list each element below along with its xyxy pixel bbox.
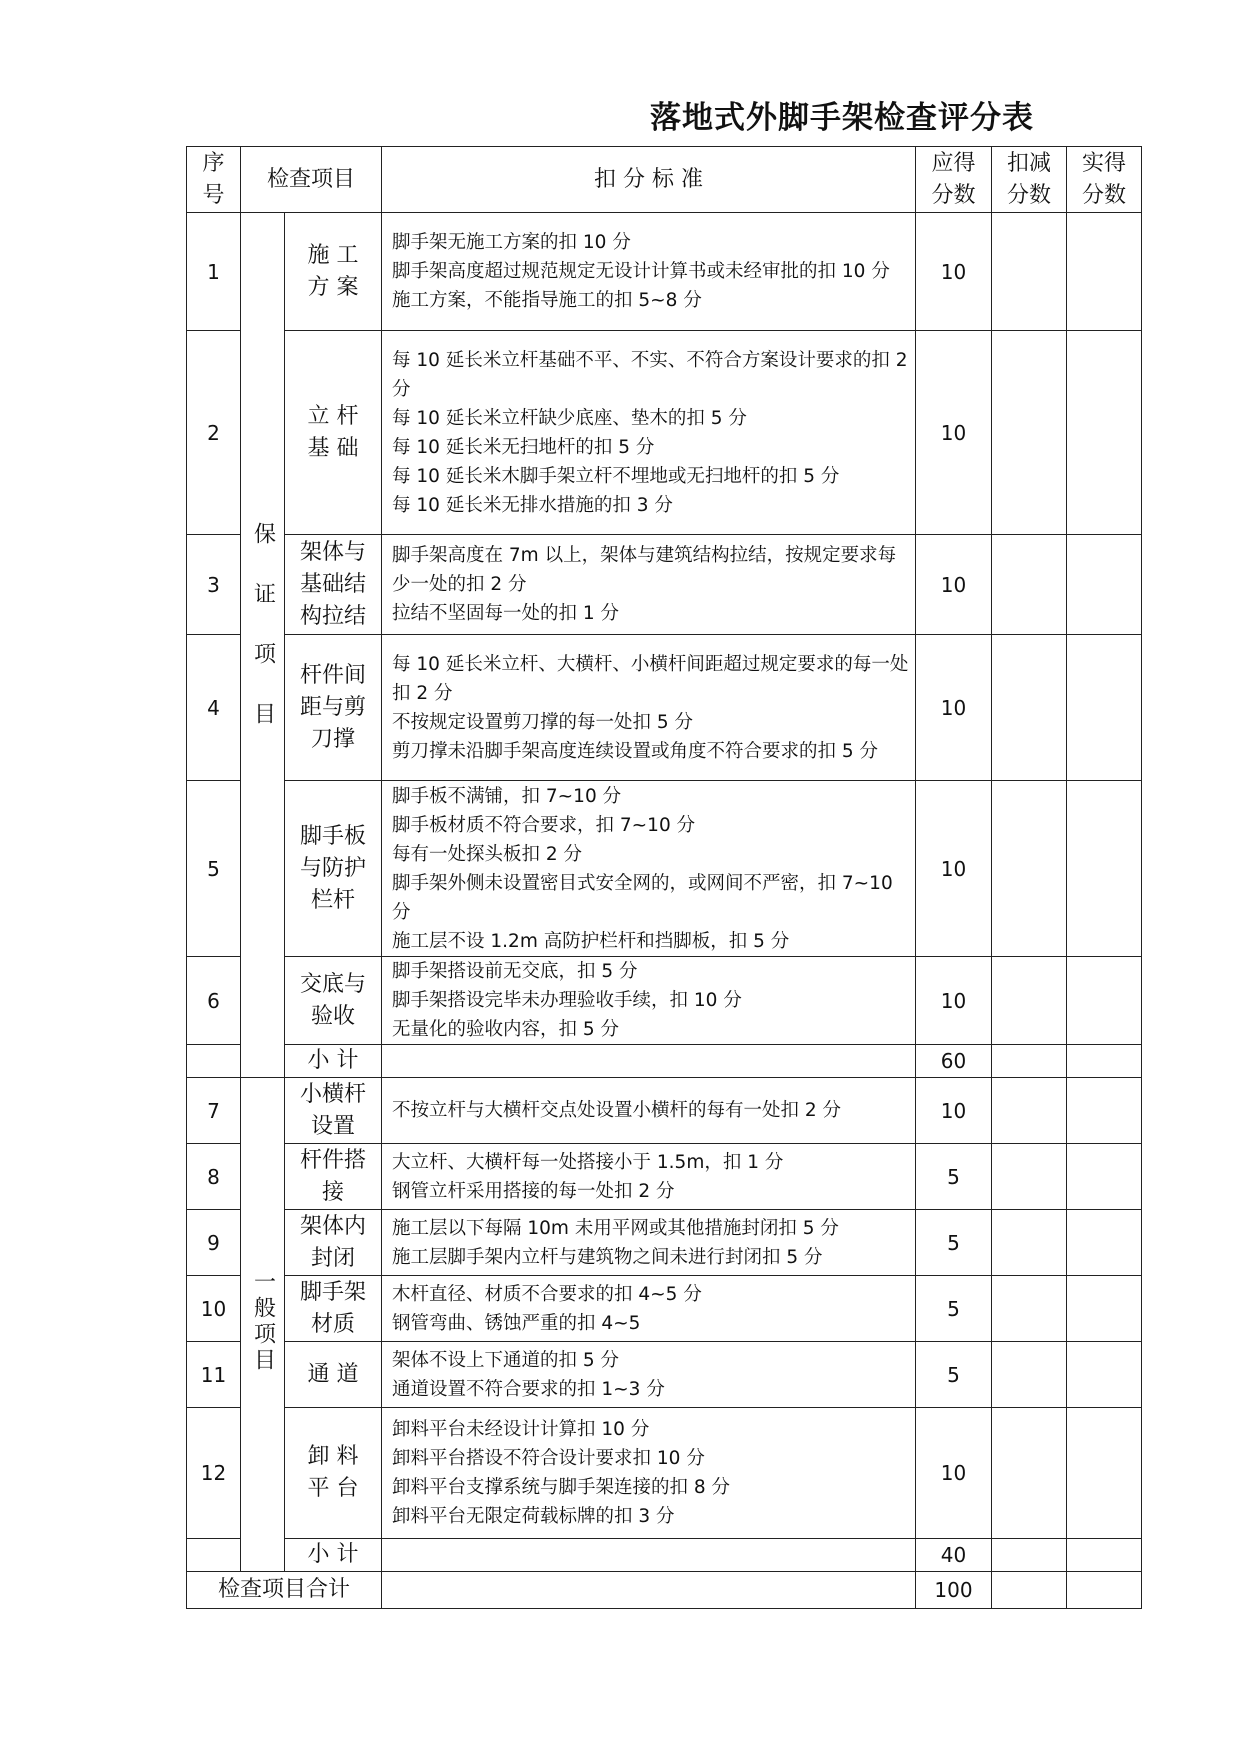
criteria-line: 木杆直径、材质不合要求的扣 4~5 分: [392, 1283, 702, 1305]
due-score: 5: [916, 1342, 992, 1408]
actual-score-cell: [1067, 535, 1142, 635]
actual-score-cell: [1067, 1144, 1142, 1210]
criteria-line: 剪刀撑未沿脚手架高度连续设置或角度不符合要求的扣 5 分: [392, 740, 879, 762]
deduct-score-cell: [992, 1342, 1067, 1408]
total-criteria-cell: [382, 1572, 916, 1609]
item-name-line: 基础结: [300, 571, 367, 597]
header-deduct-score: [992, 147, 1067, 213]
deduct-score-cell: [992, 331, 1067, 535]
subtotal-criteria-cell: [382, 1045, 916, 1078]
item-name: [285, 1078, 382, 1144]
row-number: 3: [187, 535, 241, 635]
item-name: [285, 331, 382, 535]
item-name: [285, 781, 382, 957]
table-row: [187, 1078, 1142, 1144]
item-name-line: 设置: [311, 1113, 356, 1139]
item-name-line: 构拉结: [300, 603, 367, 629]
item-name-line: 杆件搭: [300, 1147, 367, 1173]
subtotal-label: 小 计: [285, 1045, 382, 1078]
deduct-score-cell: [992, 957, 1067, 1045]
actual-score-cell: [1067, 331, 1142, 535]
item-name-line: 脚手板: [300, 823, 367, 849]
actual-score-cell: [1067, 635, 1142, 781]
category-general: [241, 1078, 285, 1572]
criteria-line: 脚手架高度超过规范规定无设计计算书或未经审批的扣 10 分: [392, 261, 890, 282]
inspection-score-table: [186, 146, 1142, 1609]
criteria-line: 脚手板不满铺，扣 7~10 分: [392, 785, 622, 807]
criteria-line: 脚手架外侧未设置密目式安全网的，或网间不严密，扣 7~10 分: [392, 872, 893, 923]
table-row: [187, 1276, 1142, 1342]
criteria-line: 无量化的验收内容，扣 5 分: [392, 1019, 620, 1040]
category-guarantee-text: 保证项目: [250, 522, 276, 762]
criteria-line: 脚手架高度在 7m 以上，架体与建筑结构拉结，按规定要求每少一处的扣 2 分: [392, 545, 897, 595]
deduction-criteria: [382, 1210, 916, 1276]
table-row: [187, 781, 1142, 957]
item-name-line: 架体与: [300, 539, 367, 565]
item-name-line: 验收: [311, 1003, 356, 1029]
item-name-line: 通 道: [307, 1361, 359, 1387]
actual-score-cell: [1067, 1276, 1142, 1342]
deduct-score-cell: [992, 213, 1067, 331]
table-row: [187, 957, 1142, 1045]
criteria-line: 施工层脚手架内立杆与建筑物之间未进行封闭扣 5 分: [392, 1246, 823, 1268]
row-number: 9: [187, 1210, 241, 1276]
deduct-score-cell: [992, 1078, 1067, 1144]
criteria-line: 每 10 延长米无排水措施的扣 3 分: [392, 494, 673, 516]
actual-score-cell: [1067, 213, 1142, 331]
criteria-line: 架体不设上下通道的扣 5 分: [392, 1349, 620, 1371]
item-name-line: 材质: [311, 1311, 356, 1337]
deduction-criteria: [382, 1408, 916, 1539]
deduction-criteria: [382, 1276, 916, 1342]
deduction-criteria: [382, 331, 916, 535]
actual-score-cell: [1067, 1342, 1142, 1408]
subtotal-score: 60: [916, 1045, 992, 1078]
due-score: 10: [916, 1078, 992, 1144]
criteria-line: 每 10 延长米木脚手架立杆不埋地或无扫地杆的扣 5 分: [392, 465, 840, 487]
deduction-criteria: [382, 781, 916, 957]
subtotal-label: 小 计: [285, 1539, 382, 1572]
due-score: 5: [916, 1144, 992, 1210]
category-general-text: 一般项目: [250, 1269, 276, 1374]
subtotal-number-cell: [187, 1045, 241, 1078]
item-name-line: 交底与: [300, 971, 367, 997]
actual-score-cell: [1067, 1078, 1142, 1144]
row-number: 11: [187, 1342, 241, 1408]
item-name: [285, 635, 382, 781]
table-row: [187, 1342, 1142, 1408]
item-name-line: 脚手架: [300, 1279, 367, 1305]
item-name-line: 小横杆: [300, 1081, 367, 1107]
due-score: 10: [916, 957, 992, 1045]
table-row: [187, 1210, 1142, 1276]
deduction-criteria: [382, 1342, 916, 1408]
item-name-line: 平 台: [307, 1476, 359, 1501]
deduction-criteria: [382, 957, 916, 1045]
item-name-line: 杆件间: [300, 662, 367, 688]
criteria-line: 施工层不设 1.2m 高防护栏杆和挡脚板，扣 5 分: [392, 930, 790, 952]
header-criteria: 扣 分 标 准: [382, 147, 916, 213]
due-score: 5: [916, 1210, 992, 1276]
total-label: 检查项目合计: [187, 1572, 382, 1609]
subtotal-number-cell: [187, 1539, 241, 1572]
table-row: [187, 331, 1142, 535]
row-number: 2: [187, 331, 241, 535]
header-row: [187, 147, 1142, 213]
criteria-line: 施工方案，不能指导施工的扣 5~8 分: [392, 290, 702, 311]
criteria-line: 每 10 延长米无扫地杆的扣 5 分: [392, 436, 655, 458]
deduct-score-cell: [992, 1408, 1067, 1539]
header-due-score: [916, 147, 992, 213]
total-row: [187, 1572, 1142, 1609]
item-name-line: 立 杆: [307, 403, 359, 429]
criteria-line: 每 10 延长米立杆缺少底座、垫木的扣 5 分: [392, 407, 747, 429]
actual-score-cell: [1067, 781, 1142, 957]
total-score: 100: [916, 1572, 992, 1609]
deduction-criteria: [382, 535, 916, 635]
deduct-score-cell: [992, 635, 1067, 781]
header-item: 检查项目: [241, 147, 382, 213]
item-name: [285, 1210, 382, 1276]
item-name: [285, 1144, 382, 1210]
deduct-score-cell: [992, 535, 1067, 635]
actual-score-cell: [1067, 1210, 1142, 1276]
row-number: 5: [187, 781, 241, 957]
row-number: 6: [187, 957, 241, 1045]
criteria-line: 每有一处探头板扣 2 分: [392, 843, 583, 865]
deduction-criteria: [382, 1078, 916, 1144]
actual-score-cell: [1067, 1572, 1142, 1609]
subtotal-row-guarantee: [187, 1045, 1142, 1078]
item-name: [285, 1408, 382, 1539]
item-name-line: 刀撑: [311, 726, 356, 752]
criteria-line: 脚手架无施工方案的扣 10 分: [392, 232, 631, 253]
table-row: [187, 535, 1142, 635]
item-name: [285, 1276, 382, 1342]
actual-score-cell: [1067, 957, 1142, 1045]
header-deduct-text: 扣减分数: [1007, 150, 1052, 208]
due-score: 10: [916, 635, 992, 781]
deduction-criteria: [382, 1144, 916, 1210]
criteria-line: 脚手架搭设完毕未办理验收手续，扣 10 分: [392, 990, 742, 1011]
header-due-text: 应得分数: [931, 150, 976, 208]
criteria-line: 施工层以下每隔 10m 未用平网或其他措施封闭扣 5 分: [392, 1217, 839, 1239]
table-row: [187, 1408, 1142, 1539]
table-row: [187, 1144, 1142, 1210]
row-number: 10: [187, 1276, 241, 1342]
criteria-line: 大立杆、大横杆每一处搭接小于 1.5m，扣 1 分: [392, 1151, 784, 1173]
due-score: 10: [916, 535, 992, 635]
deduct-score-cell: [992, 1144, 1067, 1210]
item-name-line: 卸 料: [307, 1444, 359, 1469]
deduct-score-cell: [992, 781, 1067, 957]
criteria-line: 每 10 延长米立杆基础不平、不实、不符合方案设计要求的扣 2 分: [392, 349, 908, 400]
criteria-line: 钢管立杆采用搭接的每一处扣 2 分: [392, 1180, 675, 1202]
item-name-line: 施 工: [307, 242, 359, 268]
criteria-line: 卸料平台搭设不符合设计要求扣 10 分: [392, 1448, 705, 1469]
deduct-score-cell: [992, 1539, 1067, 1572]
actual-score-cell: [1067, 1408, 1142, 1539]
deduct-score-cell: [992, 1276, 1067, 1342]
item-name-line: 方 案: [307, 274, 359, 300]
subtotal-row-general: [187, 1539, 1142, 1572]
row-number: 8: [187, 1144, 241, 1210]
item-name-line: 距与剪: [300, 694, 367, 720]
item-name-line: 基 础: [307, 435, 359, 461]
criteria-line: 卸料平台支撑系统与脚手架连接的扣 8 分: [392, 1477, 731, 1498]
actual-score-cell: [1067, 1539, 1142, 1572]
criteria-line: 拉结不坚固每一处的扣 1 分: [392, 603, 620, 624]
document-title: 落地式外脚手架检查评分表: [650, 100, 1034, 136]
deduct-score-cell: [992, 1210, 1067, 1276]
item-name-line: 与防护: [300, 855, 367, 881]
header-actual-score: [1067, 147, 1142, 213]
item-name-line: 封闭: [311, 1245, 356, 1271]
table-row: [187, 213, 1142, 331]
due-score: 10: [916, 213, 992, 331]
criteria-line: 钢管弯曲、锈蚀严重的扣 4~5: [392, 1312, 641, 1334]
criteria-line: 不按立杆与大横杆交点处设置小横杆的每有一处扣 2 分: [392, 1100, 842, 1121]
item-name: [285, 1342, 382, 1408]
row-number: 12: [187, 1408, 241, 1539]
due-score: 10: [916, 781, 992, 957]
item-name: [285, 535, 382, 635]
row-number: 1: [187, 213, 241, 331]
header-seq-text: 序号: [202, 150, 225, 208]
row-number: 4: [187, 635, 241, 781]
item-name-line: 架体内: [300, 1213, 367, 1239]
table-row: [187, 635, 1142, 781]
deduction-criteria: [382, 635, 916, 781]
header-actual-text: 实得分数: [1082, 150, 1127, 208]
due-score: 5: [916, 1276, 992, 1342]
deduction-criteria: [382, 213, 916, 331]
criteria-line: 不按规定设置剪刀撑的每一处扣 5 分: [392, 711, 694, 733]
criteria-line: 卸料平台未经设计计算扣 10 分: [392, 1419, 650, 1440]
subtotal-criteria-cell: [382, 1539, 916, 1572]
deduct-score-cell: [992, 1572, 1067, 1609]
criteria-line: 脚手架搭设前无交底，扣 5 分: [392, 961, 638, 982]
item-name-line: 接: [322, 1179, 345, 1205]
row-number: 7: [187, 1078, 241, 1144]
criteria-line: 脚手板材质不符合要求，扣 7~10 分: [392, 814, 696, 836]
deduct-score-cell: [992, 1045, 1067, 1078]
subtotal-score: 40: [916, 1539, 992, 1572]
item-name: [285, 213, 382, 331]
item-name: [285, 957, 382, 1045]
criteria-line: 卸料平台无限定荷载标牌的扣 3 分: [392, 1506, 675, 1527]
category-guarantee: [241, 213, 285, 1078]
due-score: 10: [916, 331, 992, 535]
item-name-line: 栏杆: [311, 887, 356, 913]
criteria-line: 每 10 延长米立杆、大横杆、小横杆间距超过规定要求的每一处扣 2 分: [392, 653, 909, 704]
criteria-line: 通道设置不符合要求的扣 1~3 分: [392, 1378, 665, 1400]
actual-score-cell: [1067, 1045, 1142, 1078]
due-score: 10: [916, 1408, 992, 1539]
header-seq: [187, 147, 241, 213]
